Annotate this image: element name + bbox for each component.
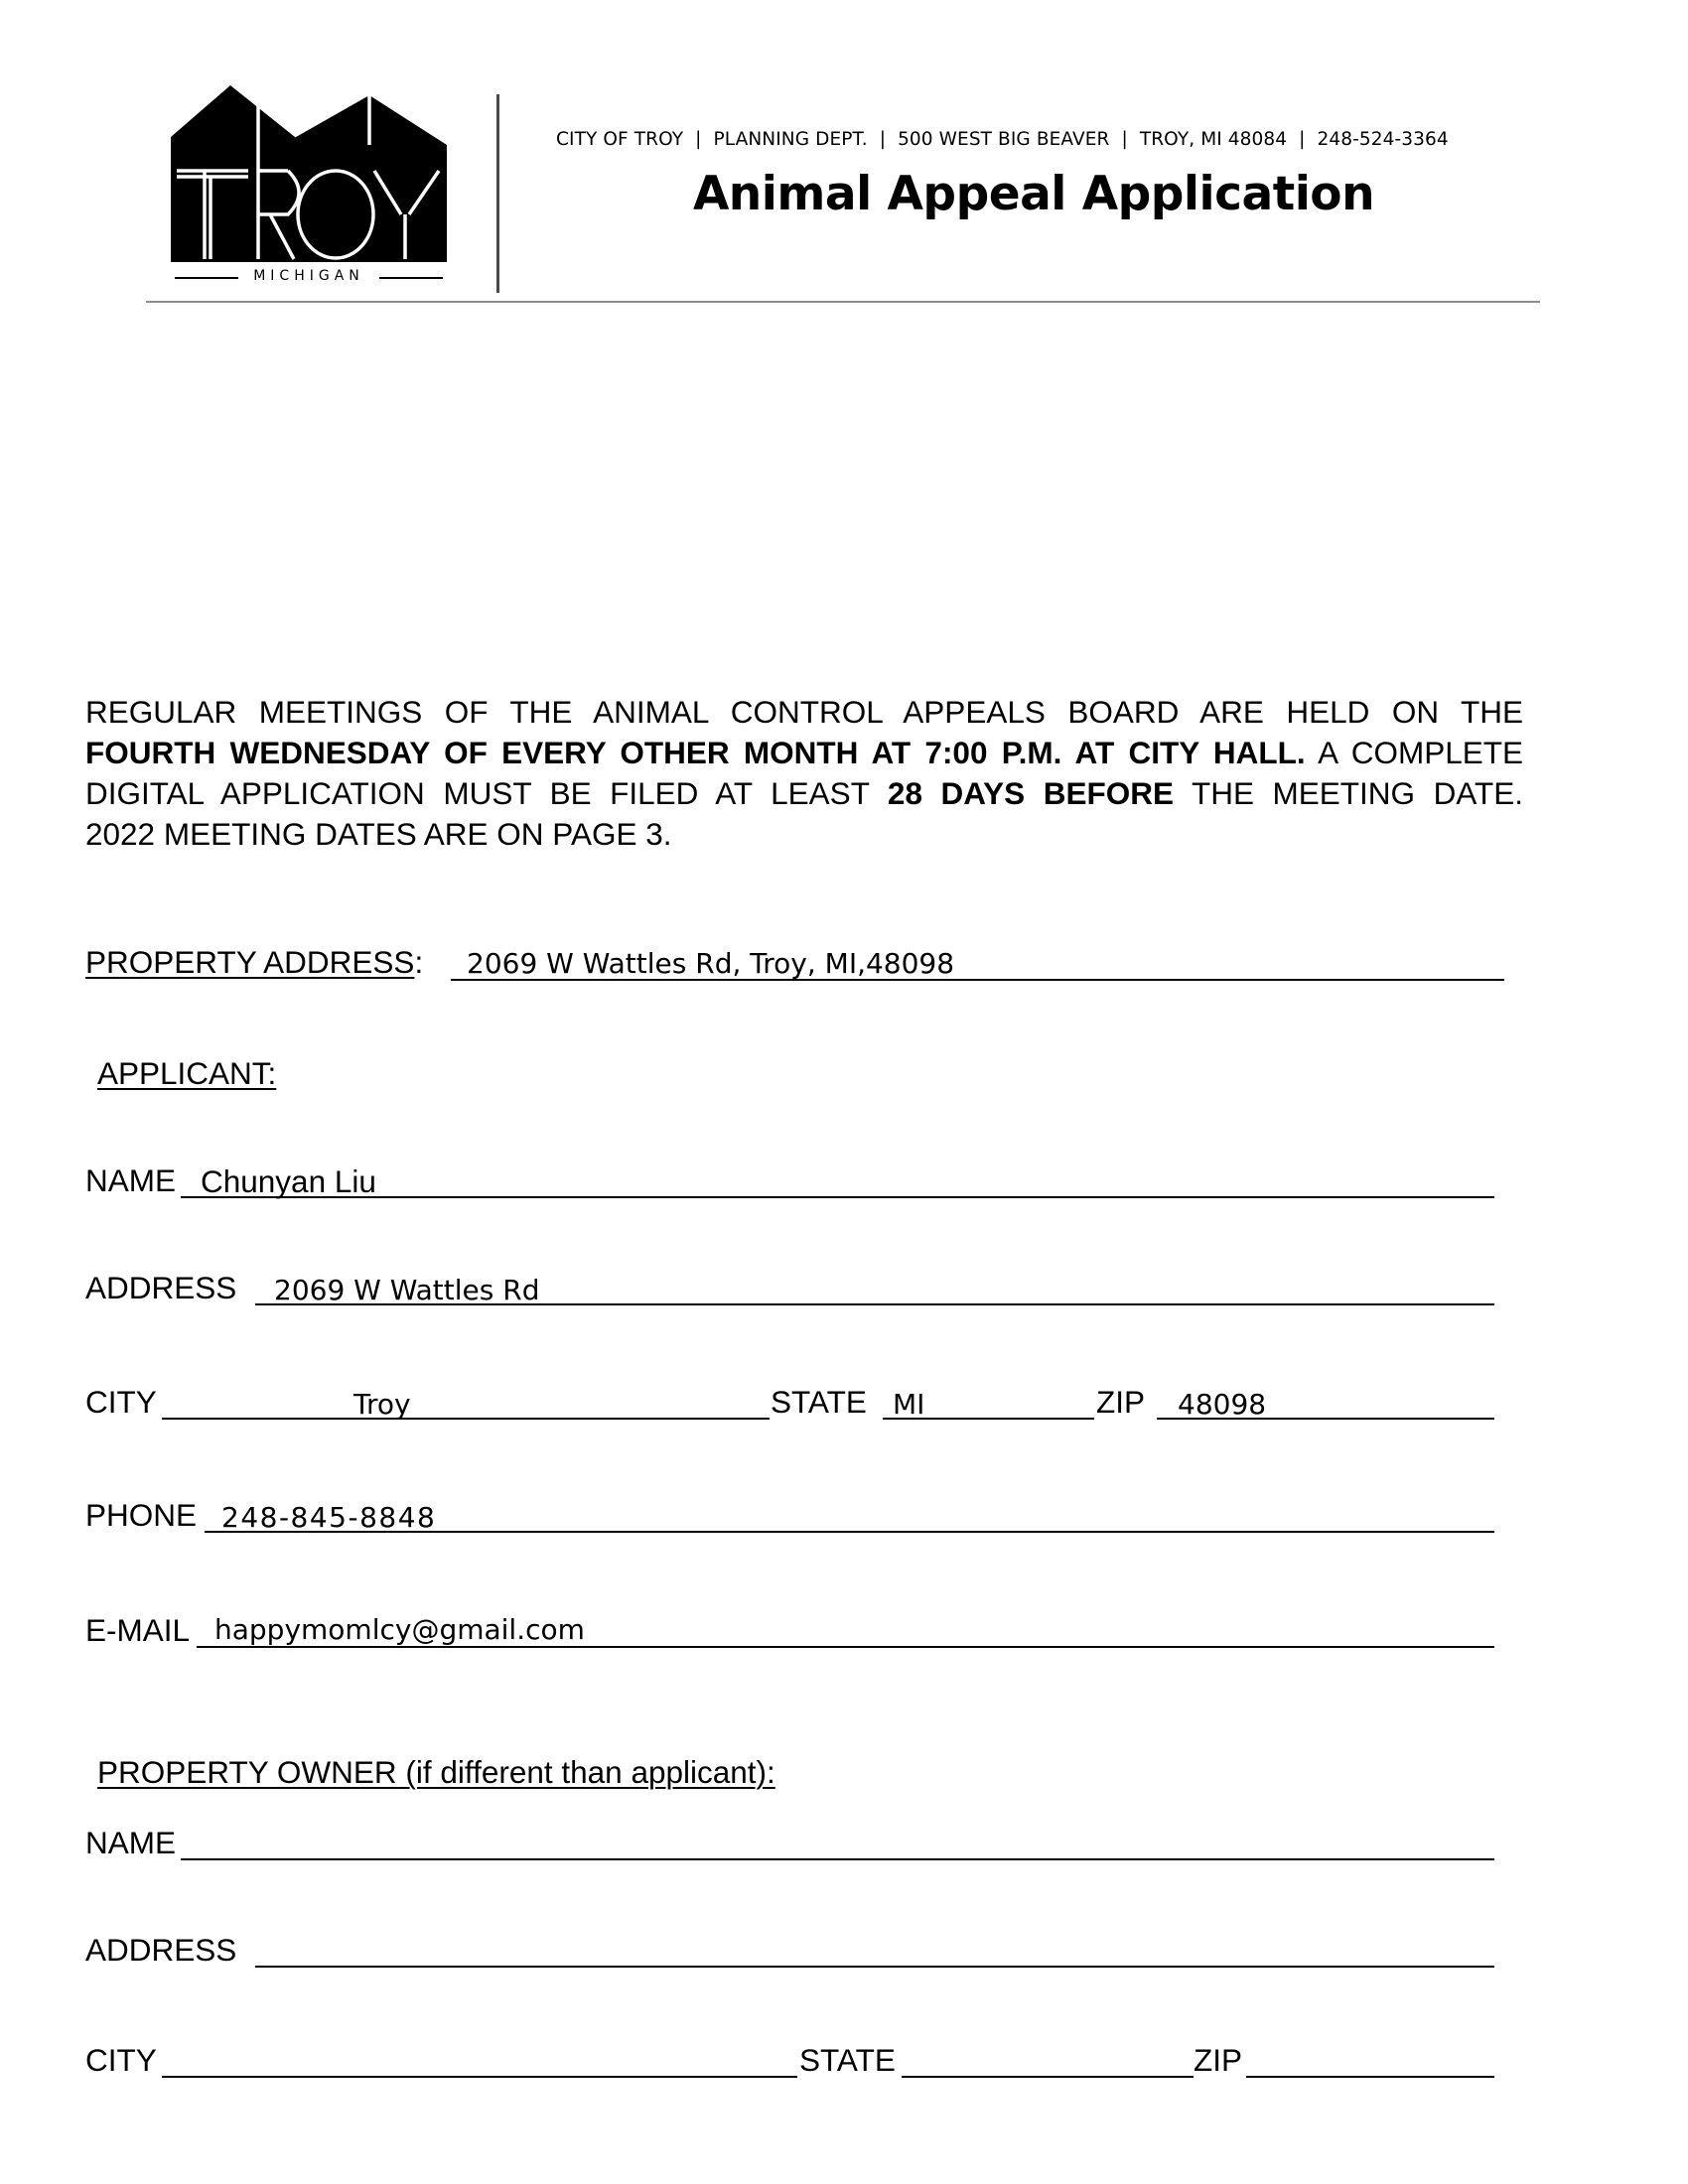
property-address-label-text: PROPERTY ADDRESS [85, 944, 415, 980]
header-citystate: TROY, MI 48084 [1139, 129, 1288, 150]
applicant-city-field[interactable]: Troy [353, 1388, 411, 1421]
owner-heading: PROPERTY OWNER (if different than applicant): [97, 1754, 775, 1790]
applicant-address-label: ADDRESS [85, 1270, 237, 1305]
applicant-city-line [162, 1418, 770, 1420]
owner-name-field[interactable] [181, 1858, 1494, 1860]
applicant-heading: APPLICANT: [97, 1055, 277, 1091]
header-city: CITY OF TROY [556, 129, 684, 150]
applicant-address-field[interactable]: 2069 W Wattles Rd [274, 1274, 540, 1306]
applicant-email-label: E-MAIL [85, 1612, 191, 1648]
applicant-name-line [181, 1196, 1494, 1198]
notice-meeting-date: THE MEETING DATE. [1173, 775, 1523, 811]
property-address-label [85, 944, 423, 981]
owner-zip-label: ZIP [1194, 2042, 1243, 2078]
owner-zip-field[interactable] [1246, 2076, 1494, 2078]
notice-digital: DIGITAL APPLICATION MUST BE FILED AT LEAST [85, 775, 888, 811]
applicant-state-label: STATE [771, 1384, 867, 1420]
property-address-colon: : [414, 944, 424, 980]
applicant-city-label: CITY [85, 1384, 157, 1420]
header-sep: | [1121, 129, 1128, 150]
owner-name-label: NAME [85, 1825, 177, 1860]
header-info [556, 129, 1489, 150]
header-dept: PLANNING DEPT. [713, 129, 868, 150]
header-street: 500 WEST BIG BEAVER [898, 129, 1110, 150]
meeting-notice [85, 692, 1523, 855]
header-sep: | [695, 129, 702, 150]
owner-state-field[interactable] [902, 2076, 1194, 2078]
applicant-zip-label: ZIP [1096, 1384, 1146, 1420]
applicant-phone-label: PHONE [85, 1497, 198, 1533]
applicant-phone-field[interactable]: 248-845-8848 [221, 1501, 437, 1534]
owner-address-label: ADDRESS [85, 1932, 237, 1968]
header-phone: 248-524-3364 [1317, 129, 1449, 150]
applicant-email-field[interactable]: happymomlcy@gmail.com [214, 1613, 585, 1646]
applicant-name-field[interactable]: Chunyan Liu [201, 1163, 376, 1199]
applicant-name-label: NAME [85, 1162, 177, 1198]
notice-line-4: 2022 MEETING DATES ARE ON PAGE 3. [85, 816, 672, 852]
notice-line-2 [85, 733, 1523, 773]
header-rule [146, 301, 1540, 303]
notice-bold-schedule: FOURTH WEDNESDAY OF EVERY OTHER MONTH AT 7:00 P.M. AT CITY HALL. [85, 735, 1306, 770]
troy-logo-mark [171, 85, 447, 290]
header-divider [496, 94, 499, 293]
header-sep: | [1299, 129, 1306, 150]
logo-subtext: MICHIGAN [253, 268, 364, 284]
troy-logo [171, 85, 447, 290]
property-address-field[interactable]: 2069 W Wattles Rd, Troy, MI,48098 [467, 947, 955, 980]
notice-line-1: REGULAR MEETINGS OF THE ANIMAL CONTROL APPEALS BOARD ARE HELD ON THE [85, 694, 1523, 730]
owner-address-field[interactable] [255, 1966, 1494, 1968]
applicant-email-line [197, 1646, 1494, 1648]
owner-state-label: STATE [799, 2042, 896, 2078]
notice-bold-days: 28 DAYS BEFORE [887, 775, 1174, 811]
applicant-zip-field[interactable]: 48098 [1178, 1388, 1267, 1421]
owner-city-label: CITY [85, 2042, 157, 2078]
header-sep: | [879, 129, 887, 150]
notice-line-3 [85, 773, 1523, 814]
owner-city-field[interactable] [162, 2076, 797, 2078]
applicant-state-field[interactable]: MI [893, 1388, 925, 1421]
document-title: Animal Appeal Application [692, 167, 1375, 221]
notice-complete: A COMPLETE [1305, 735, 1523, 770]
